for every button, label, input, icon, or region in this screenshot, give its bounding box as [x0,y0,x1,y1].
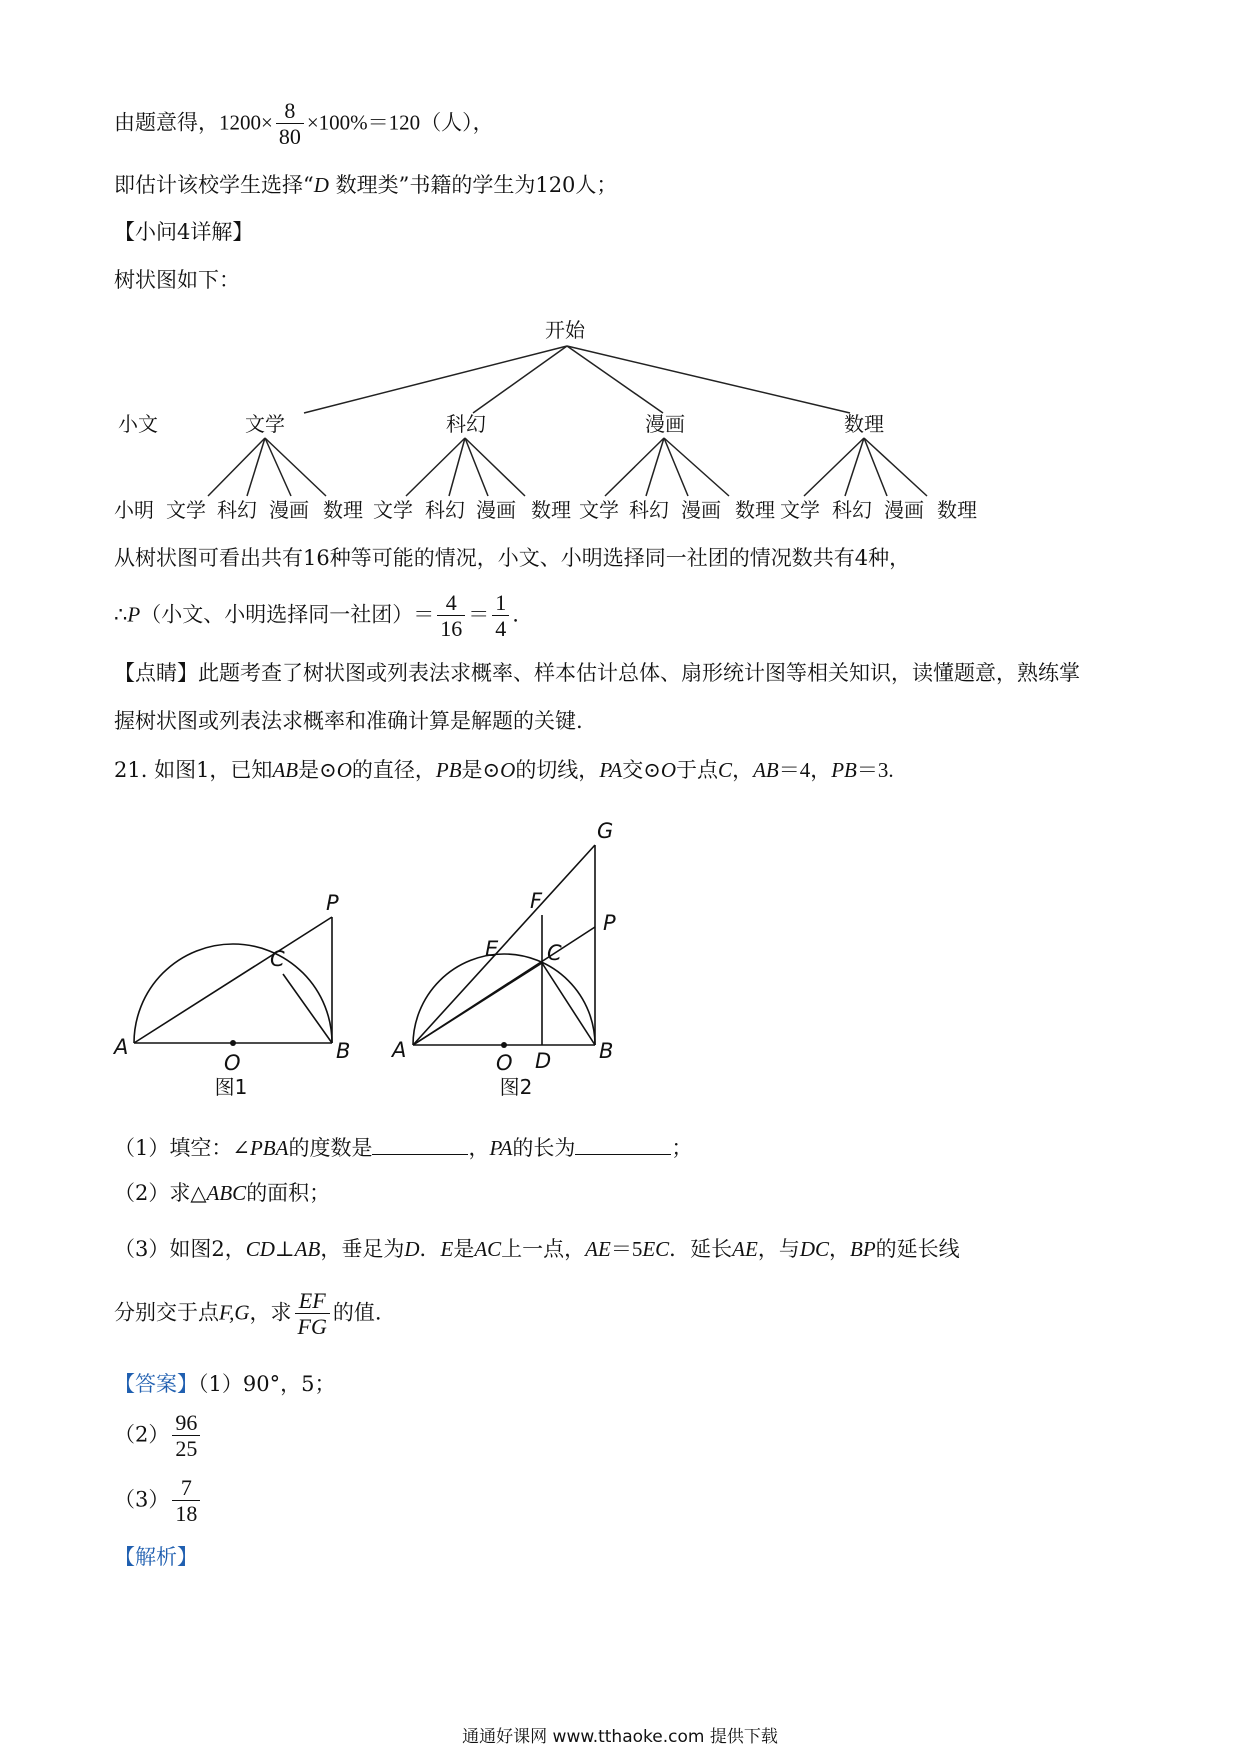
label-e: E [485,937,499,961]
figure-2-caption: 图2 [499,1075,533,1099]
q-var: F,G [219,1300,250,1325]
tree-leaf: 漫画 [681,498,721,522]
answer-2 [114,1410,203,1462]
q-var: BP [850,1237,876,1261]
tree-node: 科幻 [446,412,486,436]
label-f: F [530,889,543,913]
tree-intro: 树状图如下： [114,268,240,292]
tree-edge [664,438,688,496]
q-var: PA [489,1136,513,1160]
tree-row2-label: 小明 [114,498,154,522]
q-var: E [440,1237,454,1261]
subquestion-1 [114,1136,692,1159]
calc-expr-b: ×100%＝120 [306,110,421,135]
estimate-line [114,175,617,196]
equals-sign: ＝ [468,602,490,627]
tree-node: 漫画 [645,412,685,436]
fraction-numerator: 1 [492,590,509,616]
label-c: C [547,941,562,965]
footer: 通通好课网 www.tthaoke.com 提供下载 [462,1727,778,1747]
tree-row1-label: 小文 [118,412,158,436]
figure-1 [100,880,360,1110]
q-text: 的面积； [246,1181,331,1205]
fraction-denominator: 80 [278,124,301,150]
tree-leaf: 数理 [937,498,977,522]
q-var: D [404,1237,420,1261]
fraction-numerator: 7 [172,1475,200,1501]
fraction-numerator: 4 [437,590,465,616]
q-text: 的切线， [515,758,600,782]
answer-index: （3） [114,1487,170,1512]
tree-edge [473,346,567,413]
q-var: O [336,758,352,782]
comment-line-2: 握树状图或列表法求概率和准确计算是解题的关键. [114,709,583,733]
estimate-text-a: 即估计该校学生选择“ [114,173,314,197]
analysis-label: 【解析】 [114,1545,198,1569]
fraction-8-80 [276,98,304,150]
answer-blank[interactable] [372,1136,468,1155]
fraction-denominator: 25 [175,1436,198,1462]
q-var: DC [799,1237,830,1261]
segment-ap [134,917,332,1043]
label-p: P [326,891,339,915]
tree-edge [567,346,663,413]
segment-cb [542,963,595,1045]
fraction-denominator: 16 [440,616,463,642]
q-text: ，垂足为 [320,1237,405,1261]
label-p: P [603,911,616,935]
period: . [512,602,519,627]
q-text: ＝3. [856,758,894,782]
tree-node: 数理 [844,412,884,436]
q-var: AB [753,758,779,782]
label-b: B [599,1039,614,1063]
comment-line-1: 【点睛】此题考查了树状图或列表法求概率、样本估计总体、扇形统计图等相关知识，读懂题意，熟练掌 [114,661,1080,685]
fraction-denominator: 18 [175,1501,198,1527]
q-text: 的值. [332,1300,382,1325]
semicircle [413,954,595,1045]
calc-expr-a: 1200× [219,110,273,135]
q-text: ，求 [249,1300,292,1325]
q-text: ＝5 [610,1237,643,1261]
tree-leaf: 漫画 [884,498,924,522]
subquestion-3 [114,1239,960,1260]
tree-edge [465,438,525,496]
q-var: PBA [249,1136,289,1160]
center-point [230,1040,236,1046]
label-a: A [114,1035,129,1059]
tree-edge [864,438,887,496]
tree-leaf: 科幻 [217,498,257,522]
calc-line [114,98,494,150]
subquestion-3-cont [114,1288,382,1340]
q-text: ； [671,1136,693,1160]
q-var: AE [585,1237,611,1261]
calc-suffix: （人）， [420,110,494,135]
q-var: PA [599,758,623,782]
fraction-numerator: 96 [172,1410,200,1436]
tree-conclusion: 从树状图可看出共有16种等可能的情况，小文、小明选择同一社团的情况数共有4种， [114,546,911,570]
tree-leaf: 数理 [531,498,571,522]
fraction-4-16 [437,590,465,642]
figure-1-caption: 图1 [214,1075,248,1099]
estimate-var-d: D [313,173,329,197]
fraction-numerator: EF [295,1288,330,1314]
q-text: ， [732,758,754,782]
tree-leaf: 文学 [373,498,413,522]
tree-leaf: 文学 [579,498,619,522]
q-var: AB [294,1237,321,1261]
q-text: 的度数是 [288,1136,373,1160]
tree-leaf: 漫画 [476,498,516,522]
question-21 [114,760,894,781]
label-c: C [270,947,285,971]
q-var: PB [831,758,857,782]
answer-index: （2） [114,1422,170,1447]
q-text: ， [468,1136,490,1160]
prob-text: （小文、小明选择同一社团）＝ [140,602,435,627]
tree-edge [265,438,291,496]
segment-cb [283,974,332,1043]
tree-edge [664,438,729,496]
fraction-denominator: FG [297,1314,327,1340]
q-text: 的直径， [351,758,436,782]
q-text: 于点 [676,758,719,782]
label-o: O [224,1051,241,1075]
q-text: 的长为 [512,1136,576,1160]
q-text: ． [419,1237,441,1261]
tree-leaf: 科幻 [832,498,872,522]
q-var: AB [272,758,299,782]
fraction-7-18 [172,1475,200,1527]
estimate-text-b: 数理类”书籍的学生为120人； [328,173,618,197]
q-text: 分别交于点 [114,1300,219,1325]
q-var: CD [245,1237,275,1261]
tree-root: 开始 [545,318,585,342]
q-text: （1）填空：∠ [114,1136,250,1160]
tree-diagram [0,310,1240,525]
answer-text: （1）90°，5； [198,1372,336,1396]
figure-2 [380,810,660,1110]
q-text: （2）求△ [114,1181,207,1205]
center-point [501,1042,507,1048]
answer-blank[interactable] [575,1136,671,1155]
q-var: C [718,758,733,782]
q-text: 上一点， [501,1237,586,1261]
q-var: O [660,758,677,782]
q-var: O [500,758,516,782]
label-g: G [597,819,614,843]
tree-leaf: 科幻 [629,498,669,522]
q-var: PB [435,758,462,782]
tree-edge [406,438,465,496]
q-text: 是 [453,1237,475,1261]
tree-leaf: 数理 [323,498,363,522]
therefore-symbol: ∴ [114,602,128,627]
q-text: ，与 [757,1237,800,1261]
q-text: ＝4， [778,758,832,782]
tree-edge [567,346,850,413]
semicircle [134,944,332,1043]
q-symbol: ⊥ [274,1237,295,1261]
fraction-ef-fg [295,1288,330,1340]
tree-edge [265,438,326,496]
q-text: ．延长 [669,1237,733,1261]
q-text: 的延长线 [875,1237,960,1261]
q-text: （3）如图2， [114,1237,246,1261]
subquestion-4-heading: 【小问4详解】 [114,220,254,244]
tree-leaf: 文学 [780,498,820,522]
q-text: 是⊙ [461,758,501,782]
prob-p: P [127,602,141,627]
q-var: AC [474,1237,502,1261]
q-text: ， [829,1237,851,1261]
tree-edge [304,346,567,413]
tree-edge [465,438,488,496]
answer-label: 【答案】 [114,1372,198,1396]
tree-leaf: 科幻 [425,498,465,522]
tree-node: 文学 [245,412,285,436]
q-var: EC [642,1237,670,1261]
answer-3 [114,1475,203,1527]
q-var: ABC [206,1181,247,1205]
fraction-1-4 [492,590,509,642]
fraction-denominator: 4 [495,616,507,642]
tree-leaf: 漫画 [269,498,309,522]
q-text: 是⊙ [298,758,337,782]
tree-edge [864,438,927,496]
fraction-numerator: 8 [276,98,304,124]
tree-leaf: 数理 [735,498,775,522]
label-a: A [392,1038,407,1062]
probability-line [114,590,519,642]
tree-leaf: 文学 [166,498,206,522]
label-b: B [336,1039,351,1063]
label-d: D [535,1049,552,1073]
label-o: O [496,1051,513,1075]
answer-line [114,1374,335,1395]
q-text: 21. 如图1，已知 [114,758,273,782]
calc-prefix: 由题意得， [114,110,219,135]
fraction-96-25 [172,1410,200,1462]
subquestion-2 [114,1183,330,1204]
q-text: 交⊙ [622,758,661,782]
q-var: AE [732,1237,758,1261]
